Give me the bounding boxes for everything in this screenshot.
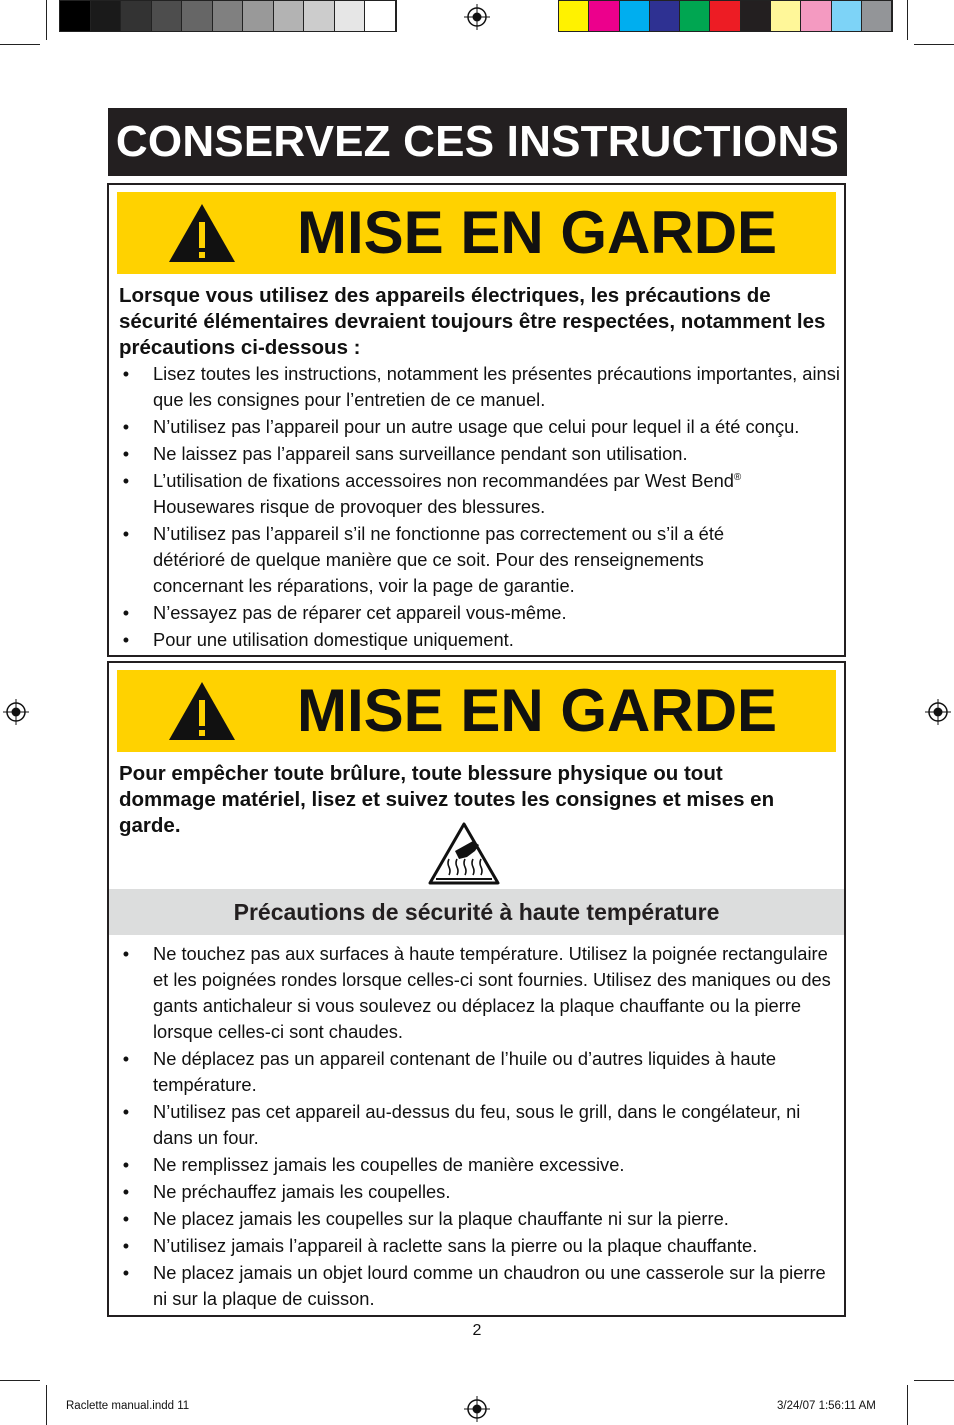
list-item: • Lisez toutes les instructions, notamment les présentes précautions importantes, ainsi que les consignes pour l’entretien de ce manuel.: [122, 363, 840, 410]
precaution-list: [119, 361, 849, 654]
warning-triangle-icon: [167, 202, 237, 264]
color-swatch: [60, 1, 91, 31]
color-swatch: [182, 1, 213, 31]
crop-mark: [0, 1380, 40, 1381]
crop-mark: [0, 44, 40, 45]
warning-banner: [117, 192, 836, 274]
page-number: 2: [472, 1322, 482, 1339]
list-item: • Ne préchauffez jamais les coupelles.: [122, 1181, 451, 1202]
color-swatch: [91, 1, 122, 31]
crop-mark: [46, 0, 47, 40]
color-swatch: [243, 1, 274, 31]
list-item: • Ne touchez pas aux surfaces à haute température. Utilisez la poignée rectangulaire et les poignées rondes lorsque celles-ci sont fournies. Utilisez des maniques ou des gants antichaleur si vous soulevez ou déplacez la plaque chauffante ou la pierre lorsque celles-ci sont chaudes.: [122, 943, 831, 1042]
warning-box-general: [107, 183, 846, 657]
list-item: • N’essayez pas de réparer cet appareil vous-même.: [122, 602, 567, 623]
color-swatch: [650, 1, 680, 31]
list-item: • N’utilisez pas l’appareil pour un autre usage que celui pour lequel il a été conçu.: [122, 416, 800, 437]
page-title: CONSERVEZ CES INSTRUCTIONS: [115, 117, 840, 166]
color-swatch: [589, 1, 619, 31]
page-title-bar: [108, 108, 847, 176]
registration-mark-icon: [464, 1396, 490, 1422]
color-swatch: [304, 1, 335, 31]
color-swatch: [832, 1, 862, 31]
crop-mark: [907, 0, 908, 40]
list-item: • Ne placez jamais les coupelles sur la plaque chauffante ni sur la pierre.: [122, 1208, 729, 1229]
crop-mark: [46, 1385, 47, 1425]
warning-triangle-icon: [167, 680, 237, 742]
color-swatch: [741, 1, 771, 31]
warning-box-heat: [107, 661, 846, 1317]
color-swatch: [680, 1, 710, 31]
divider: [107, 655, 846, 657]
list-item: • N’utilisez pas cet appareil au-dessus du feu, sous le grill, dans le congélateur, ni dans un four.: [122, 1101, 801, 1148]
color-swatch: [559, 1, 589, 31]
list-item: • Ne placez jamais un objet lourd comme un chaudron ou une casserole sur la pierre ni sur la plaque de cuisson.: [122, 1262, 826, 1309]
list-item: • N’utilisez jamais l’appareil à raclette sans la pierre ou la plaque chauffante.: [122, 1235, 758, 1256]
color-swatch: [152, 1, 183, 31]
crop-mark: [914, 1380, 954, 1381]
registration-mark-icon: [3, 699, 29, 725]
color-swatch: [274, 1, 305, 31]
list-item: • Pour une utilisation domestique uniquement.: [122, 629, 514, 650]
color-swatch: [365, 1, 396, 31]
warning-intro: Lorsque vous utilisez des appareils électriques, les précautions de sécurité élémentaires devraient toujours être respectées, notamment les précautions ci-dessous :: [119, 284, 826, 359]
crop-mark: [914, 44, 954, 45]
heat-precaution-list: [119, 941, 844, 1313]
warning-intro: Pour empêcher toute brûlure, toute blessure physique ou tout dommage matériel, lisez et suivez toutes les consignes et mises en garde.: [119, 762, 775, 837]
crop-mark: [907, 1385, 908, 1425]
gray-calibration-bar: [59, 0, 397, 32]
list-item: • L’utilisation de fixations accessoires non recommandées par West Bend® Housewares risque de provoquer des blessures.: [122, 470, 742, 517]
registration-mark-icon: [925, 699, 951, 725]
color-swatch: [862, 1, 892, 31]
color-swatch: [801, 1, 831, 31]
color-swatch: [620, 1, 650, 31]
hot-surface-icon: [427, 821, 501, 887]
list-item: • N’utilisez pas l’appareil s’il ne fonctionne pas correctement ou s’il a été détérioré de quelque manière que ce soit. Pour des renseignements concernant les réparations, voir la page de garantie.: [122, 523, 725, 596]
color-swatch: [213, 1, 244, 31]
color-swatch: [335, 1, 366, 31]
warning-banner: [117, 670, 836, 752]
color-swatch: [710, 1, 740, 31]
color-swatch: [771, 1, 801, 31]
warning-heading: MISE EN GARDE: [297, 677, 778, 744]
footer-timestamp: 3/24/07 1:56:11 AM: [777, 1400, 876, 1412]
color-calibration-bar: [558, 0, 893, 32]
list-item: • Ne déplacez pas un appareil contenant de l’huile ou d’autres liquides à haute température.: [122, 1048, 777, 1095]
registration-mark-icon: [464, 4, 490, 30]
color-swatch: [121, 1, 152, 31]
list-item: • Ne remplissez jamais les coupelles de manière excessive.: [122, 1154, 625, 1175]
section-subheading: Précautions de sécurité à haute température: [109, 889, 844, 935]
list-item: • Ne laissez pas l’appareil sans surveillance pendant son utilisation.: [122, 443, 688, 464]
footer-file-name: Raclette manual.indd 11: [66, 1400, 190, 1412]
warning-heading: MISE EN GARDE: [297, 199, 778, 266]
